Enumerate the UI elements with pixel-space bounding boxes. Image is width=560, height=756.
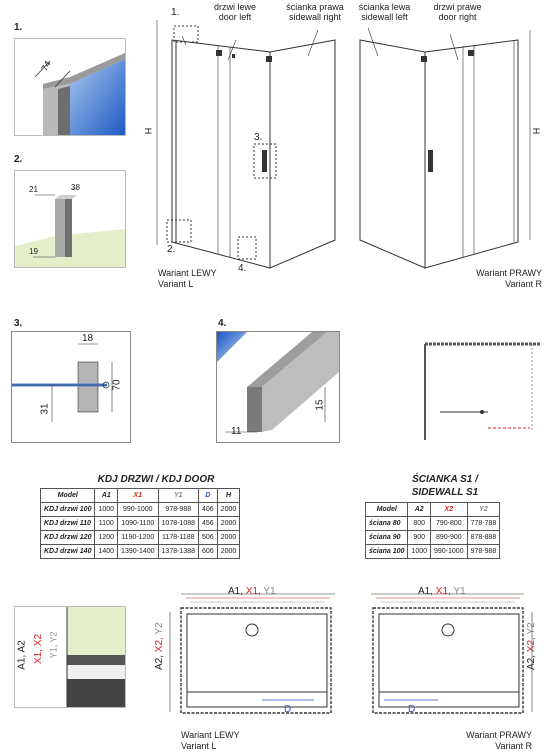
door-right-en: door right <box>438 12 477 22</box>
plan-right-title-pl: Wariant PRAWY <box>466 730 532 740</box>
sidewall-right-en: sidewall right <box>288 12 342 22</box>
plan-left-x2: X2, <box>154 637 165 653</box>
corner-a1a2: A1, A2 <box>16 640 28 670</box>
table-row: KDJ drzwi 110 1100 1090-1100 1078-1088 456 2000 <box>41 517 240 531</box>
callout-2: 2. <box>167 244 176 255</box>
s1-col-a2: A2 <box>408 503 431 517</box>
plan-left-a2: A2, <box>154 654 165 670</box>
plan-right-a1: A1, <box>418 586 434 597</box>
plan-right-a2: A2, <box>526 654 537 670</box>
plan-right-y2: Y2 <box>526 622 537 635</box>
plan-left-y2: Y2 <box>154 622 165 635</box>
kdj-col-d: D <box>199 489 218 503</box>
height-left: H <box>143 127 154 135</box>
dim-31: 31 <box>39 403 51 415</box>
height-right: H <box>531 127 542 135</box>
s1-col-model: Model <box>366 503 408 517</box>
variant-right-title-en: Variant R <box>505 279 542 289</box>
table-row: ściana 80 800 790-800 778-788 <box>366 517 500 531</box>
table-row: KDJ drzwi 120 1200 1190-1200 1178-1188 506 2000 <box>41 531 240 545</box>
kdj-col-x1: X1 <box>118 489 158 503</box>
dim-70: 70 <box>111 379 123 391</box>
table-row: KDJ drzwi 140 1400 1390-1400 1378-1388 606 2000 <box>41 545 240 559</box>
s1-table-title-1: ŚCIANKA S1 / <box>412 474 478 485</box>
dim-74: 74 <box>39 59 53 73</box>
kdj-table-title: KDJ DRZWI / KDJ DOOR <box>97 474 215 485</box>
door-right-pl: drzwi prawe <box>433 2 482 12</box>
s1-col-x2: X2 <box>431 503 468 517</box>
callout-3: 3. <box>254 132 263 143</box>
detail-2-label: 2. <box>14 154 23 165</box>
plan-left-y1: Y1 <box>263 586 276 597</box>
plan-left-d: D <box>284 704 292 715</box>
detail-3-label: 3. <box>14 318 23 329</box>
dim-15: 15 <box>314 399 326 411</box>
kdj-col-h: H <box>217 489 240 503</box>
table-row: KDJ drzwi 100 1000 990-1000 978-988 406 2000 <box>41 503 240 517</box>
plan-left-title-pl: Wariant LEWY <box>181 730 240 740</box>
kdj-col-model: Model <box>41 489 95 503</box>
sidewall-left-pl: ścianka lewa <box>358 2 411 12</box>
plan-left-a1: A1, <box>228 586 244 597</box>
dim-21: 21 <box>29 185 38 194</box>
plan-right-title-en: Variant R <box>495 741 532 751</box>
variant-left-title-pl: Wariant LEWY <box>158 268 217 278</box>
door-left-en: door left <box>218 12 252 22</box>
variant-left-title-en: Variant L <box>158 279 194 289</box>
callout-1: 1. <box>171 7 180 18</box>
plan-left-title-en: Variant L <box>181 741 217 751</box>
variant-right-title-pl: Wariant PRAWY <box>476 268 542 278</box>
s1-col-y2: Y2 <box>467 503 500 517</box>
plan-right-x1: X1, <box>435 586 451 597</box>
plan-right-y1: Y1 <box>453 586 466 597</box>
sidewall-right-pl: ścianka prawa <box>286 2 344 12</box>
detail-1-label: 1. <box>14 22 23 33</box>
plan-right-x2: X2, <box>526 637 537 653</box>
corner-y1y2: Y1, Y2 <box>48 631 59 659</box>
kdj-col-a1: A1 <box>95 489 118 503</box>
dim-11: 11 <box>231 426 242 437</box>
dim-38: 38 <box>71 183 80 192</box>
corner-x1x2: X1, X2 <box>33 633 45 665</box>
table-row: ściana 100 1000 990-1000 978-988 <box>366 545 500 559</box>
s1-table-title-2: SIDEWALL S1 <box>411 487 479 498</box>
door-left-pl: drzwi lewe <box>213 2 256 12</box>
table-row: ściana 90 900 890-900 878-888 <box>366 531 500 545</box>
plan-left-x1: X1, <box>245 586 261 597</box>
dim-18: 18 <box>82 333 94 344</box>
dim-19: 19 <box>29 247 38 256</box>
plan-right-d: D <box>408 704 416 715</box>
callout-4: 4. <box>238 263 247 274</box>
sidewall-left-en: sidewall left <box>361 12 408 22</box>
kdj-col-y1: Y1 <box>158 489 198 503</box>
detail-4-label: 4. <box>218 318 227 329</box>
